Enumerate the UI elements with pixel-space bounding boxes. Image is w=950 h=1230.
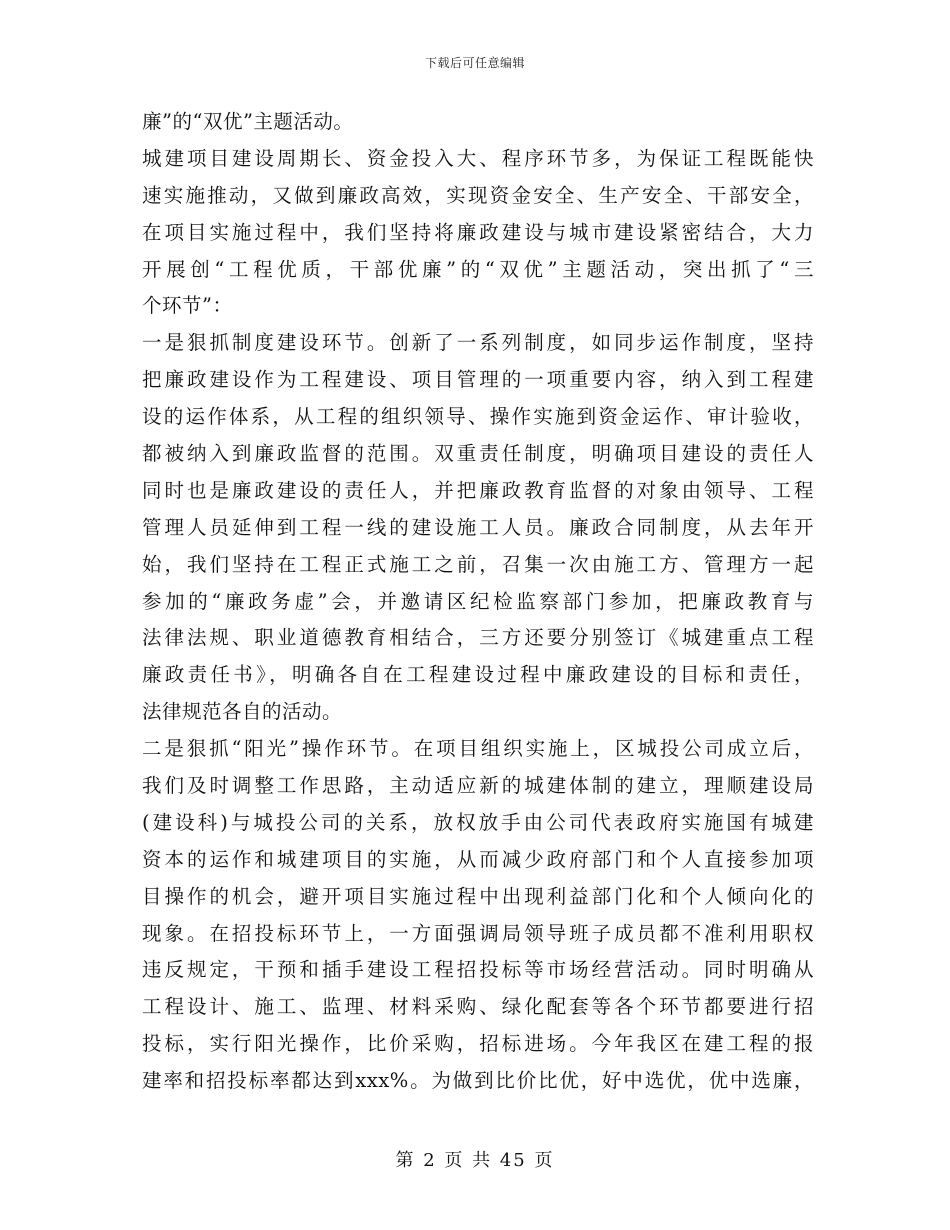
text-line: 二是狠抓“阳光”操作环节。在项目组织实施上，区城投公司成立后， [142, 737, 814, 761]
text-line: 一是狠抓制度建设环节。创新了一系列制度，如同步运作制度，坚持 [142, 331, 814, 355]
text-line: 工程设计、施工、监理、材料采购、绿化配套等各个环节都要进行招 [142, 995, 814, 1019]
text-line: 现象。在招投标环节上，一方面强调局领导班子成员都不准利用职权 [142, 921, 814, 945]
text-line: 城建项目建设周期长、资金投入大、程序环节多，为保证工程既能快 [142, 146, 814, 170]
text-line: 投标，实行阳光操作，比价采购，招标进场。今年我区在建工程的报 [142, 1032, 814, 1056]
text-line: 同时也是廉政建设的责任人，并把廉政教育监督的对象由领导、工程 [142, 478, 814, 502]
text-line: 法律法规、职业道德教育相结合，三方还要分别签订《城建重点工程 [142, 626, 814, 650]
text-line: 在项目实施过程中，我们坚持将廉政建设与城市建设紧密结合，大力 [142, 220, 814, 244]
text-line: 速实施推动，又做到廉政高效，实现资金安全、生产安全、干部安全， [142, 183, 814, 207]
text-line: 都被纳入到廉政监督的范围。双重责任制度，明确项目建设的责任人 [142, 442, 814, 466]
text-line: 我们及时调整工作思路，主动适应新的城建体制的建立，理顺建设局 [142, 774, 814, 798]
document-body [142, 104, 814, 1100]
text-line: 管理人员延伸到工程一线的建设施工人员。廉政合同制度，从去年开 [142, 515, 814, 539]
text-line: 廉政责任书》，明确各自在工程建设过程中廉政建设的目标和责任， [142, 663, 814, 687]
text-line: 目操作的机会，避开项目实施过程中出现利益部门化和个人倾向化的 [142, 884, 814, 908]
text-line: 法律规范各自的活动。 [142, 700, 343, 724]
page-number-footer: 第 2 页 共 45 页 [395, 1150, 555, 1171]
text-line: 违反规定，干预和插手建设工程招投标等市场经营活动。同时明确从 [142, 958, 814, 982]
text-line: 建率和招投标率都达到xxx%。为做到比价比优，好中选优，优中选廉， [142, 1069, 814, 1093]
text-line: 资本的运作和城建项目的实施，从而减少政府部门和个人直接参加项 [142, 847, 814, 871]
text-line: 把廉政建设作为工程建设、项目管理的一项重要内容，纳入到工程建 [142, 368, 814, 392]
text-line: 始，我们坚持在工程正式施工之前，召集一次由施工方、管理方一起 [142, 552, 814, 576]
text-line: 开展创“工程优质，干部优廉”的“双优”主题活动，突出抓了“三 [142, 257, 814, 281]
text-line: 设的运作体系，从工程的组织领导、操作实施到资金运作、审计验收， [142, 405, 814, 429]
page-header: 下载后可任意编辑 [424, 56, 525, 70]
text-line: 参加的“廉政务虚”会，并邀请区纪检监察部门参加，把廉政教育与 [142, 589, 814, 613]
text-line: 个环节”： [142, 294, 233, 318]
text-line: (建设科)与城投公司的关系，放权放手由公司代表政府实施国有城建 [142, 810, 814, 834]
text-line: 廉”的“双优”主题活动。 [142, 110, 354, 133]
